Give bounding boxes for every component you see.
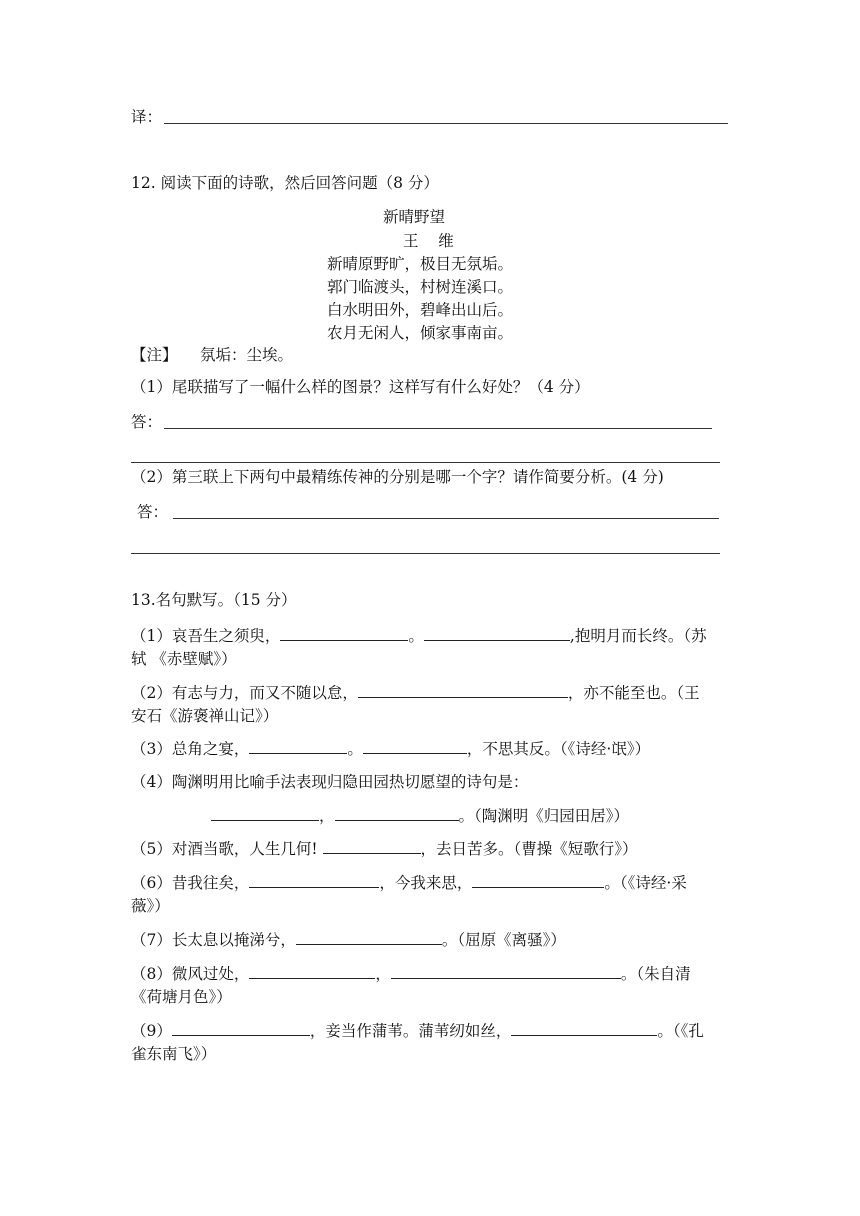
answer-label-1: 答： xyxy=(131,413,163,431)
q13-item-1-cont: 轼 《赤壁赋》） xyxy=(131,650,237,668)
q13-item-4: （4）陶渊明用比喻手法表现归隐田园热切愿望的诗句是： xyxy=(131,773,529,791)
blank-4b[interactable] xyxy=(335,805,459,821)
note-text: 氛垢：尘埃。 xyxy=(200,346,294,364)
q13-item-3: （3）总角之宴， 。 ，不思其反。（《诗经·氓》） xyxy=(131,740,651,758)
q13-item-8-cont: 《荷塘月色》） xyxy=(131,988,232,1006)
blank-3b[interactable] xyxy=(363,738,467,754)
answer-label-2: 答： xyxy=(137,503,169,521)
q12-sub1: （1）尾联描写了一幅什么样的图景？这样写有什么好处？（4 分） xyxy=(131,378,590,396)
q13-item-2: （2）有志与力，而又不随以怠， ，亦不能至也。（王 xyxy=(131,684,700,702)
q13-heading: 13.名句默写。（15 分） xyxy=(131,591,297,609)
poem-author: 王 维 xyxy=(403,232,454,250)
translate-answer-line[interactable] xyxy=(164,123,728,124)
q13-item-9-cont: 雀东南飞》） xyxy=(131,1045,217,1063)
blank-1b[interactable] xyxy=(424,625,570,641)
answer-line-2b[interactable] xyxy=(131,553,720,554)
q13-item-7: （7）长太息以掩涕兮， 。（屈原《离骚》） xyxy=(131,931,566,949)
blank-1a[interactable] xyxy=(280,625,408,641)
q12-heading: 12. 阅读下面的诗歌，然后回答问题（8 分） xyxy=(131,174,439,192)
q13-item-2-cont: 安石《游褒禅山记》） xyxy=(131,707,279,725)
q13-item-8: （8）微风过处， ， 。（朱自清 xyxy=(131,965,691,983)
poem-line-3: 白水明田外，碧峰出山后。 xyxy=(327,301,514,319)
blank-6a[interactable] xyxy=(249,872,379,888)
q13-item-6-cont: 薇》） xyxy=(131,897,170,915)
blank-5[interactable] xyxy=(323,838,421,854)
answer-line-2a[interactable] xyxy=(173,518,719,519)
poem-line-1: 新晴原野旷，极目无氛垢。 xyxy=(327,255,514,273)
q13-item-4-blanks: ， 。（陶渊明《归园田居》） xyxy=(211,805,629,827)
note-label: 【注】 xyxy=(131,346,178,364)
blank-6b[interactable] xyxy=(472,872,604,888)
q13-item-5: （5）对酒当歌，人生几何! ，去日苦多。（曹操《短歌行》） xyxy=(131,840,638,858)
blank-4a[interactable] xyxy=(211,805,319,821)
q12-sub2: （2）第三联上下两句中最精练传神的分别是哪一个字？请作简要分析。(4 分) xyxy=(131,468,664,486)
translate-label: 译： xyxy=(131,108,163,126)
poem-line-2: 郭门临渡头，村树连溪口。 xyxy=(327,278,514,296)
poem-line-4: 农月无闲人，倾家事南亩。 xyxy=(327,324,514,342)
q13-item-1: （1）哀吾生之须臾， 。 ,抱明月而长终。（苏 xyxy=(131,627,707,645)
poem-title: 新晴野望 xyxy=(383,208,446,226)
blank-8b[interactable] xyxy=(391,963,621,979)
blank-9b[interactable] xyxy=(511,1020,657,1036)
blank-7[interactable] xyxy=(296,929,442,945)
q13-item-9: （9） ，妾当作蒲苇。蒲苇纫如丝， 。（《孔 xyxy=(131,1022,704,1040)
answer-line-1a[interactable] xyxy=(164,428,712,429)
blank-9a[interactable] xyxy=(172,1020,310,1036)
q13-item-6: （6）昔我往矣， ，今我来思， 。（《诗经·采 xyxy=(131,874,687,892)
answer-line-1b[interactable] xyxy=(131,462,720,463)
blank-3a[interactable] xyxy=(249,738,347,754)
blank-8a[interactable] xyxy=(249,963,375,979)
blank-2a[interactable] xyxy=(358,682,568,698)
